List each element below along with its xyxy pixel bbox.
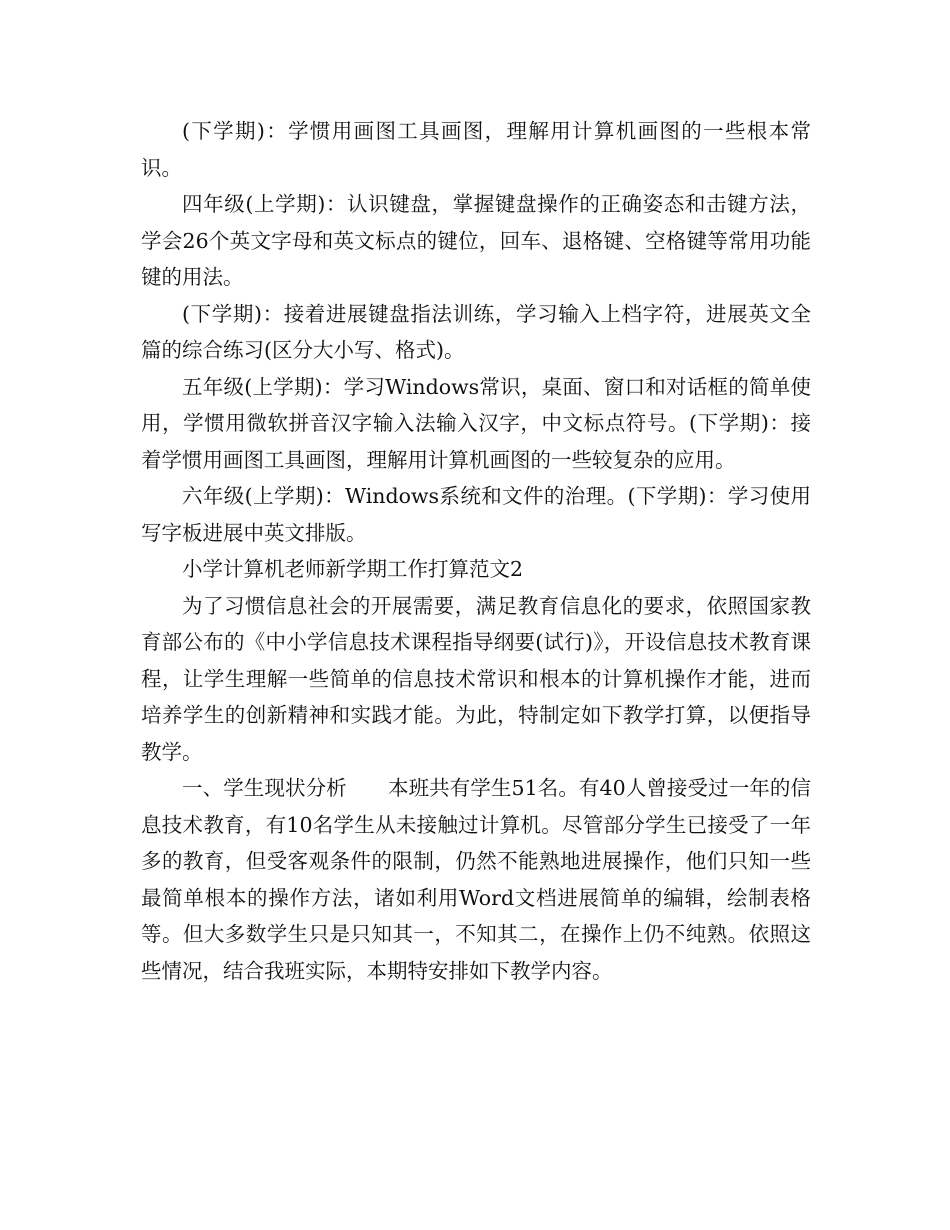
document-body xyxy=(141,113,811,989)
paragraph-grade-five: 五年级(上学期)：学习Windows常识，桌面、窗口和对话框的简单使用，学惯用微软拼音汉字输入法输入汉字，中文标点符号。(下学期)：接着学惯用画图工具画图，理解用计算机画图的一些较复杂的应用。 xyxy=(141,374,811,472)
paragraph-student-analysis: 一、学生现状分析 本班共有学生51名。有40人曾接受过一年的信息技术教育，有10名学生从未接触过计算机。尽管部分学生已接受了一年多的教育，但受客观条件的限制，仍然不能熟地进展操作，他们只知一些最简单根本的操作方法，诸如利用Word文档进展简单的编辑，绘制表格等。但大多数学生只是只知其一，不知其二，在操作上仍不纯熟。依照这些情况，结合我班实际，本期特安排如下教学内容。 xyxy=(141,776,811,983)
paragraph-grade-four-second-semester: (下学期)：接着进展键盘指法训练，学习输入上档字符，进展英文全篇的综合练习(区分大小写、格式)。 xyxy=(141,301,811,362)
paragraph-introduction: 为了习惯信息社会的开展需要，满足教育信息化的要求，依照国家教育部公布的《中小学信息技术课程指导纲要(试行)》，开设信息技术教育课程，让学生理解一些简单的信息技术常识和根本的计算机操作才能，进而培养学生的创新精神和实践才能。为此，特制定如下教学打算，以便指导教学。 xyxy=(141,593,811,764)
paragraph-grade-six: 六年级(上学期)：Windows系统和文件的治理。(下学期)：学习使用写字板进展中英文排版。 xyxy=(141,484,811,545)
section-title-sample-2: 小学计算机老师新学期工作打算范文2 xyxy=(182,557,524,581)
paragraph-grade-four-first-semester: 四年级(上学期)：认识键盘，掌握键盘操作的正确姿态和击键方法，学会26个英文字母和英文标点的键位，回车、退格键、空格键等常用功能键的用法。 xyxy=(141,192,811,289)
paragraph-second-semester-drawing: (下学期)：学惯用画图工具画图，理解用计算机画图的一些根本常识。 xyxy=(141,119,811,180)
